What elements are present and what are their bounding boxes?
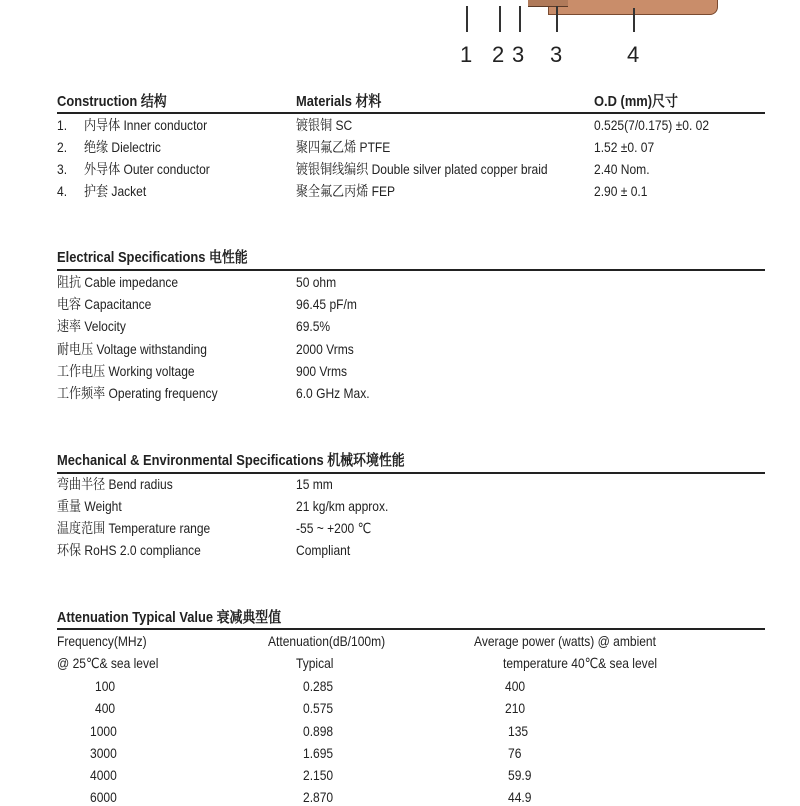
od-value: 0.525(7/0.175) ±0. 02: [594, 117, 710, 133]
attenuation-header: Attenuation(dB/100m): [268, 633, 386, 649]
od-value: 2.90 ± 0.1: [594, 183, 648, 199]
spec-value: 69.5%: [296, 318, 331, 334]
frequency-cell: 1000: [90, 723, 117, 739]
spec-label: 电容 Capacitance: [57, 296, 152, 312]
leader-line-3a: [519, 6, 521, 32]
spec-value: -55 ~ +200 ℃: [296, 520, 372, 536]
spec-value: 15 mm: [296, 476, 333, 492]
frequency-cell: 4000: [90, 767, 117, 783]
leader-line-4: [633, 8, 635, 32]
figure-number-1: 1: [460, 42, 473, 67]
power-header: Average power (watts) @ ambient: [474, 633, 656, 649]
attenuation-cell: 0.575: [303, 700, 334, 716]
component-name: 外导体 Outer conductor: [84, 161, 210, 177]
attenuation-title: Attenuation Typical Value 衰减典型值: [57, 609, 282, 626]
construction-rule: [57, 112, 765, 114]
attenuation-cell: 1.695: [303, 745, 334, 761]
row-index: 4.: [57, 183, 68, 199]
material: 聚全氟乙丙烯 FEP: [296, 183, 396, 199]
frequency-header: Frequency(MHz): [57, 633, 147, 649]
material: 镀银铜 SC: [296, 117, 353, 133]
spec-value: 96.45 pF/m: [296, 296, 357, 312]
od-value: 2.40 Nom.: [594, 161, 650, 177]
component-name: 内导体 Inner conductor: [84, 117, 208, 133]
spec-value: 6.0 GHz Max.: [296, 385, 370, 401]
row-index: 3.: [57, 161, 68, 177]
power-subheader: temperature 40℃& sea level: [503, 655, 658, 671]
attenuation-cell: 0.898: [303, 723, 334, 739]
electrical-rule: [57, 269, 765, 271]
power-cell: 44.9: [508, 789, 532, 805]
row-index: 2.: [57, 139, 68, 155]
od-value: 1.52 ±0. 07: [594, 139, 655, 155]
attenuation-subheader: Typical: [296, 655, 334, 671]
material: 镀银铜线编织 Double silver plated copper braid: [296, 161, 548, 177]
figure-number-3: 3: [512, 42, 525, 67]
cable-braid-drawing: [528, 0, 568, 7]
spec-label: 工作电压 Working voltage: [57, 363, 195, 379]
material: 聚四氟乙烯 PTFE: [296, 139, 391, 155]
frequency-cell: 400: [95, 700, 116, 716]
frequency-cell: 6000: [90, 789, 117, 805]
attenuation-rule: [57, 628, 765, 630]
spec-value: 2000 Vrms: [296, 341, 354, 357]
component-name: 绝缘 Dielectric: [84, 139, 161, 155]
mechanical-title: Mechanical & Environmental Specifications 机械环境性能: [57, 452, 405, 469]
spec-value: 900 Vrms: [296, 363, 348, 379]
frequency-cell: 100: [95, 678, 116, 694]
power-cell: 135: [508, 723, 529, 739]
power-cell: 76: [508, 745, 522, 761]
row-index: 1.: [57, 117, 68, 133]
spec-value: 50 ohm: [296, 274, 337, 290]
attenuation-cell: 2.150: [303, 767, 334, 783]
leader-line-3b: [556, 6, 558, 32]
spec-label: 弯曲半径 Bend radius: [57, 476, 173, 492]
power-cell: 210: [505, 700, 526, 716]
spec-label: 环保 RoHS 2.0 compliance: [57, 542, 201, 558]
construction-header: Construction 结构: [57, 93, 167, 110]
spec-label: 温度范围 Temperature range: [57, 520, 211, 536]
spec-label: 工作频率 Operating frequency: [57, 385, 218, 401]
spec-label: 阻抗 Cable impedance: [57, 274, 179, 290]
power-cell: 59.9: [508, 767, 532, 783]
component-name: 护套 Jacket: [84, 183, 147, 199]
leader-line-1: [466, 6, 468, 32]
spec-label: 重量 Weight: [57, 498, 122, 514]
power-cell: 400: [505, 678, 526, 694]
frequency-subheader: @ 25℃& sea level: [57, 655, 159, 671]
attenuation-cell: 0.285: [303, 678, 334, 694]
figure-number-2: 2: [492, 42, 505, 67]
spec-label: 耐电压 Voltage withstanding: [57, 341, 207, 357]
spec-label: 速率 Velocity: [57, 318, 126, 334]
leader-line-2: [499, 6, 501, 32]
frequency-cell: 3000: [90, 745, 117, 761]
spec-value: 21 kg/km approx.: [296, 498, 389, 514]
materials-header: Materials 材料: [296, 93, 382, 110]
figure-number-3b: 3: [550, 42, 563, 67]
mechanical-rule: [57, 472, 765, 474]
figure-number-4: 4: [627, 42, 640, 67]
spec-value: Compliant: [296, 542, 351, 558]
electrical-title: Electrical Specifications 电性能: [57, 249, 248, 266]
attenuation-cell: 2.870: [303, 789, 334, 805]
od-header: O.D (mm)尺寸: [594, 93, 678, 110]
